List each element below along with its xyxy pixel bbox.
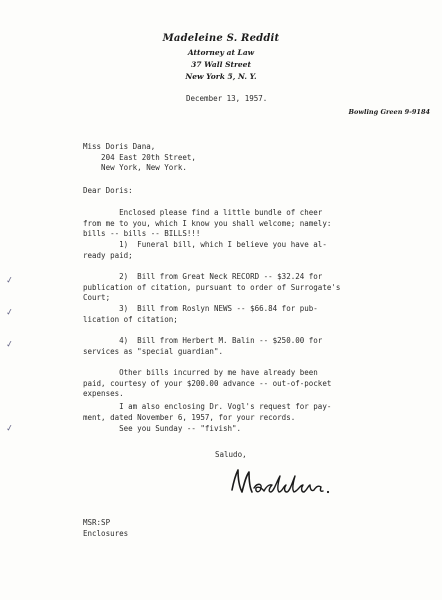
salutation: Dear Doris: bbox=[83, 186, 133, 195]
other-bills-paragraph: Other bills incurred by me have already been paid, courtesy of your $200.00 advance -- out-of-pocket expenses. bbox=[83, 368, 332, 399]
closing: Saludo, bbox=[215, 450, 247, 459]
letterhead-city: New York 5, N. Y. bbox=[185, 72, 257, 81]
intro-paragraph: Enclosed please find a little bundle of cheer from me to you, which I know you shall welcome; namely: bills -- bills -- BILLS!!! bbox=[83, 208, 332, 239]
phone-number: Bowling Green 9-9184 bbox=[348, 108, 430, 116]
letterhead-name: Madeleine S. Reddit bbox=[162, 33, 280, 44]
check-mark-icon: ✓ bbox=[5, 423, 15, 435]
letterhead-address: 37 Wall Street bbox=[191, 60, 251, 69]
typist-initials-and-enclosures: MSR:SP Enclosures bbox=[83, 518, 129, 538]
recipient-address: Miss Doris Dana, 204 East 20th Street, New York, New York. bbox=[83, 142, 196, 173]
check-mark-icon: ✓ bbox=[5, 307, 15, 319]
check-mark-icon: ✓ bbox=[5, 339, 15, 351]
letterhead-title: Attorney at Law bbox=[187, 48, 255, 57]
enclosure-paragraph: I am also enclosing Dr. Vogl's request for pay- ment, dated November 6, 1957, for your records. bbox=[83, 402, 332, 422]
bill-item-3: 3) Bill from Roslyn NEWS -- $66.84 for pub- lication of citation; bbox=[83, 304, 318, 324]
see-you-paragraph: See you Sunday -- "fivish". bbox=[83, 424, 242, 433]
bill-item-1: 1) Funeral bill, which I believe you have al- ready paid; bbox=[83, 240, 327, 260]
letter-date: December 13, 1957. bbox=[186, 94, 268, 103]
bill-item-4: 4) Bill from Herbert M. Balin -- $250.00 for services as "special guardian". bbox=[83, 336, 323, 356]
check-mark-icon: ✓ bbox=[5, 275, 15, 287]
handwritten-signature bbox=[228, 466, 348, 502]
bill-item-2: 2) Bill from Great Neck RECORD -- $32.24 for publication of citation, pursuant to order of Surrogate's Court; bbox=[83, 272, 341, 303]
